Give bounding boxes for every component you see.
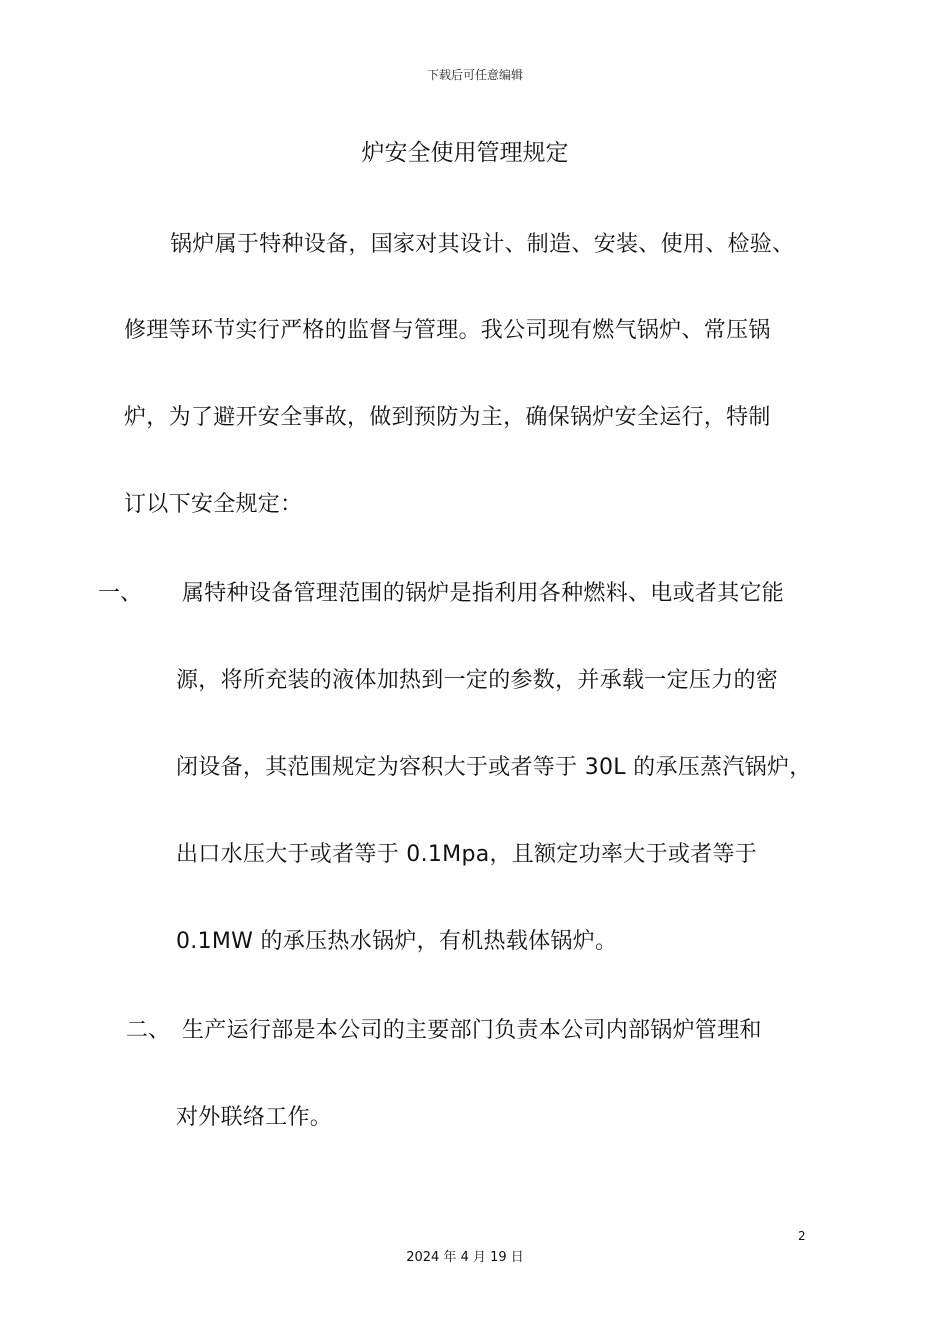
- intro-line-2: 修理等环节实行严格的监督与管理。我公司现有燃气锅炉、常压锅: [124, 318, 771, 343]
- item-2-number: 二、: [126, 1018, 171, 1043]
- document-title: 炉安全使用管理规定: [361, 140, 569, 166]
- item-2-line-1: 生产运行部是本公司的主要部门负责本公司内部锅炉管理和: [182, 1018, 762, 1043]
- item-1-line-3: 闭设备，其范围规定为容积大于或者等于 30L 的承压蒸汽锅炉，: [176, 755, 812, 780]
- item-1-line-4: 出口水压大于或者等于 0.1Mpa，且额定功率大于或者等于: [176, 842, 758, 867]
- item-1-line-1: 属特种设备管理范围的锅炉是指利用各种燃料、电或者其它能: [182, 581, 785, 606]
- intro-line-4: 订以下安全规定：: [124, 492, 303, 517]
- intro-line-1: 锅炉属于特种设备，国家对其设计、制造、安装、使用、检验、: [170, 232, 795, 257]
- header-note: 下载后可任意编辑: [426, 68, 523, 82]
- page-number: 2: [798, 1229, 806, 1243]
- item-1-line-5: 0.1MW 的承压热水锅炉，有机热载体锅炉。: [176, 929, 618, 954]
- item-1-line-2: 源，将所充装的液体加热到一定的参数，并承载一定压力的密: [176, 668, 779, 693]
- intro-line-3: 炉，为了避开安全事故，做到预防为主，确保锅炉安全运行，特制: [124, 405, 771, 430]
- item-2-line-2: 对外联络工作。: [176, 1105, 333, 1130]
- item-1-number: 一、: [98, 581, 143, 606]
- footer-date: 2024 年 4 月 19 日: [406, 1250, 524, 1265]
